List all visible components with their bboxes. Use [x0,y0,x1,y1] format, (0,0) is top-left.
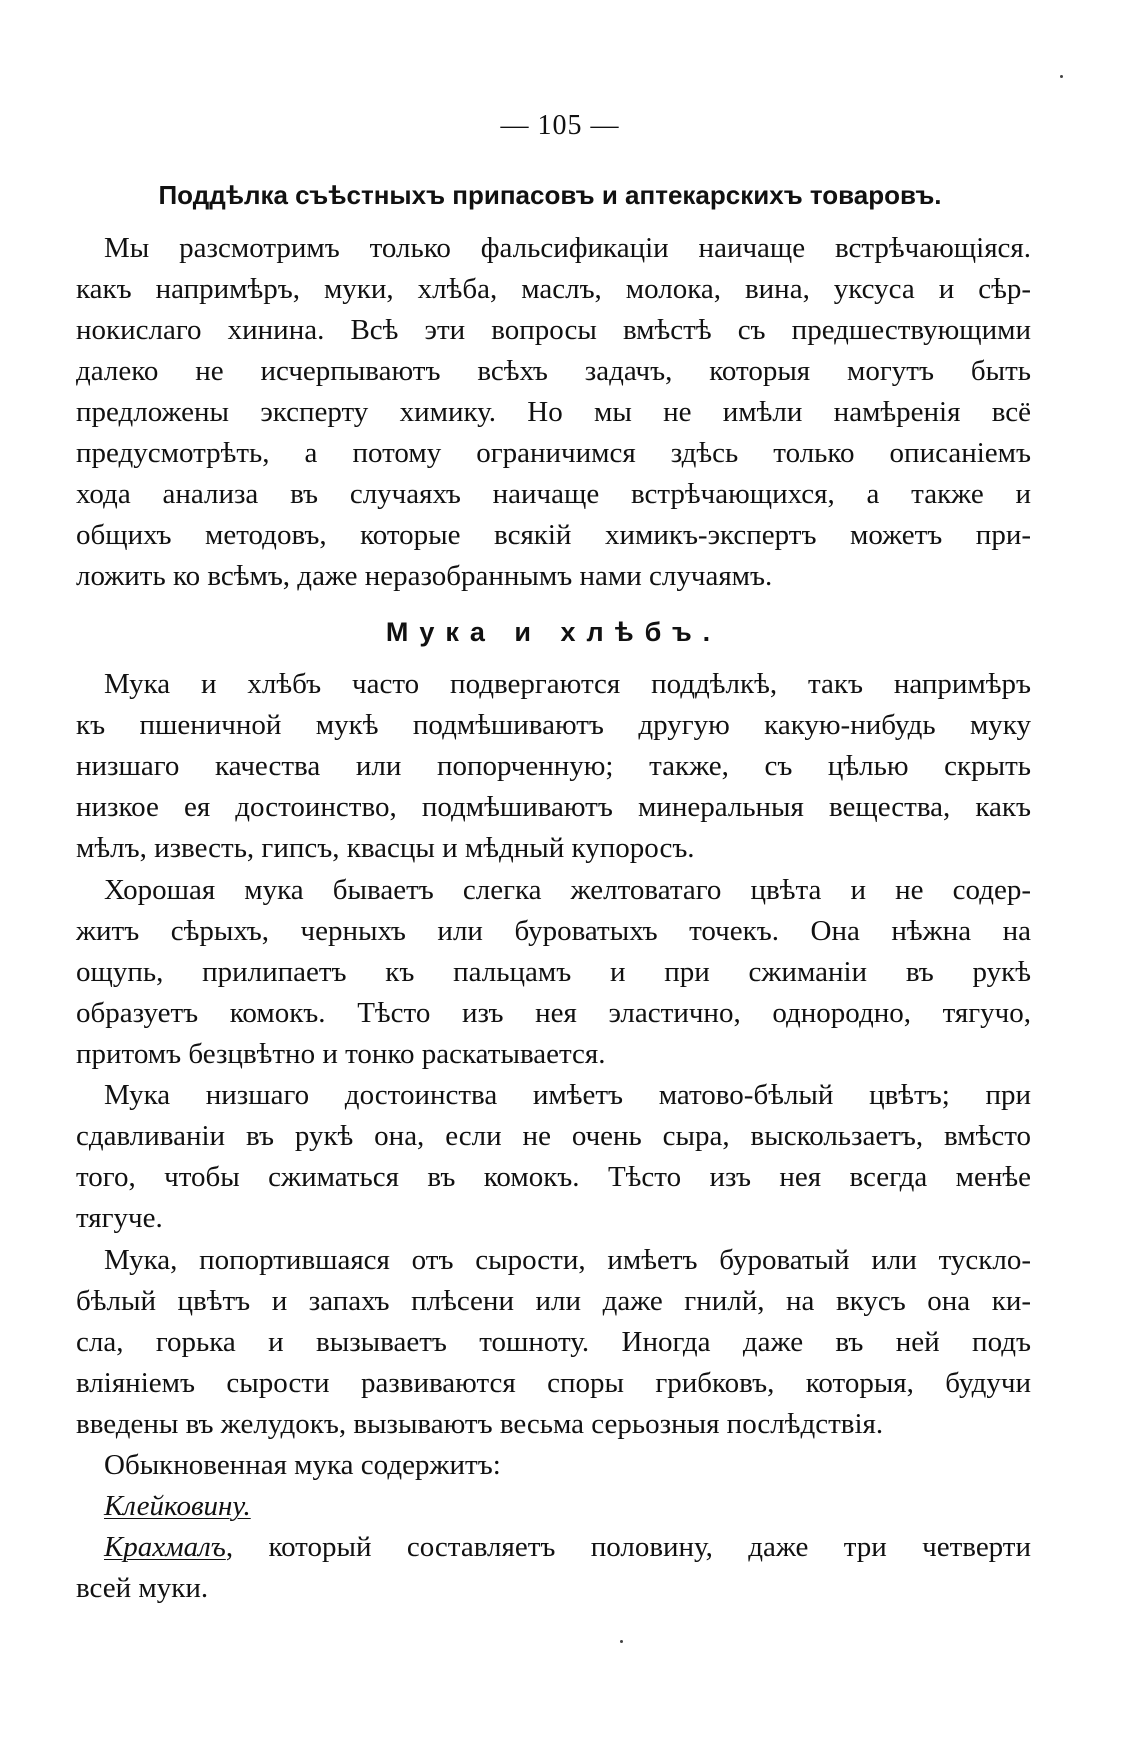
term-gluten: Клейковину. [104,1490,251,1522]
intro-paragraph [76,228,1031,597]
text-line: тягуче. [76,1202,163,1234]
text-line: житъ сѣрыхъ, черныхъ или буроватыхъ точекъ. Она нѣжна на [76,915,1031,947]
text-line: Мука, попортившаяся отъ сырости, имѣетъ буроватый или тускло- [104,1244,1031,1276]
text-line: нокислаго хинина. Всѣ эти вопросы вмѣстѣ съ предшествующими [76,314,1031,346]
text-line: мѣлъ, известь, гипсъ, квасцы и мѣдный купоросъ. [76,832,695,864]
text-line: низкое ея достоинство, подмѣшиваютъ минеральныя вещества, какъ [76,791,1031,823]
text-line: какъ напримѣръ, муки, хлѣба, маслъ, молока, вина, уксуса и сѣр- [76,273,1031,305]
text-line: далеко не исчерпываютъ всѣхъ задачъ, которыя могутъ быть [76,355,1031,387]
text-line: сла, горька и вызываетъ тошноту. Иногда даже въ ней подъ [76,1326,1031,1358]
text-line: общихъ методовъ, которые всякій химикъ-экспертъ можетъ при- [76,519,1031,551]
text-line: образуетъ комокъ. Тѣсто изъ нея эластично, однородно, тягучо, [76,997,1031,1029]
composition-item-starch [76,1527,1031,1568]
paragraph-spoiled-flour [76,1240,1031,1445]
text-line: Мы разсмотримъ только фальсификаціи наичаще встрѣчающіяся. [104,232,1031,264]
chapter-title: Поддѣлка съѣстныхъ припасовъ и аптекарскихъ товаровъ. [158,180,942,210]
text-line: Хорошая мука бываетъ слегка желтоватаго цвѣта и не содер- [104,874,1031,906]
composition-intro: Обыкновенная мука содержитъ: [104,1449,501,1481]
text-line: того, чтобы сжиматься въ комокъ. Тѣсто изъ нея всегда менѣе [76,1161,1031,1193]
text-line: всей муки. [76,1572,209,1604]
text-line: къ пшеничной мукѣ подмѣшиваютъ другую какую-нибудь муку [76,709,1031,741]
text-line: сдавливаніи въ рукѣ она, если не очень сыра, выскользаетъ, вмѣсто [76,1120,1031,1152]
page-number: — 105 — [500,110,620,141]
paragraph-adulteration [76,664,1031,869]
flour-composition [76,1445,1031,1609]
text-line: ощупь, прилипаетъ къ пальцамъ и при сжиманіи въ рукѣ [76,956,1031,988]
section-title: Мука и хлѣбъ. [385,617,722,647]
text-line: хода анализа въ случаяхъ наичаще встрѣчающихся, а также и [76,478,1031,510]
text-line: низшаго качества или попорченную; также, съ цѣлью скрыть [76,750,1031,782]
starch-description: , который составляетъ половину, даже три четверти [225,1531,1031,1563]
paragraph-low-grade-flour [76,1075,1031,1239]
text-line: притомъ безцвѣтно и тонко раскатывается. [76,1038,606,1070]
paragraph-good-flour [76,870,1031,1075]
text-line: бѣлый цвѣтъ и запахъ плѣсени или даже гнилй, на вкусъ она ки- [76,1285,1031,1317]
text-line: предложены эксперту химику. Но мы не имѣли намѣренія всё [76,396,1031,428]
text-line: ложить ко всѣмъ, даже неразобраннымъ нами случаямъ. [76,560,773,592]
print-speck [620,1640,623,1643]
text-line: введены въ желудокъ, вызываютъ весьма серьозныя послѣдствія. [76,1408,884,1440]
print-speck [1060,75,1063,78]
text-line: вліяніемъ сырости развиваются споры грибковъ, которыя, будучи [76,1367,1031,1399]
text-line: Мука низшаго достоинства имѣетъ матово-бѣлый цвѣтъ; при [104,1079,1031,1111]
term-starch: Крахмалъ [104,1531,226,1563]
composition-item-gluten [76,1486,1031,1527]
text-line: Мука и хлѣбъ часто подвергаются поддѣлкѣ, такъ напримѣръ [104,668,1031,700]
text-line: предусмотрѣть, а потому ограничимся здѣсь только описаніемъ [76,437,1031,469]
